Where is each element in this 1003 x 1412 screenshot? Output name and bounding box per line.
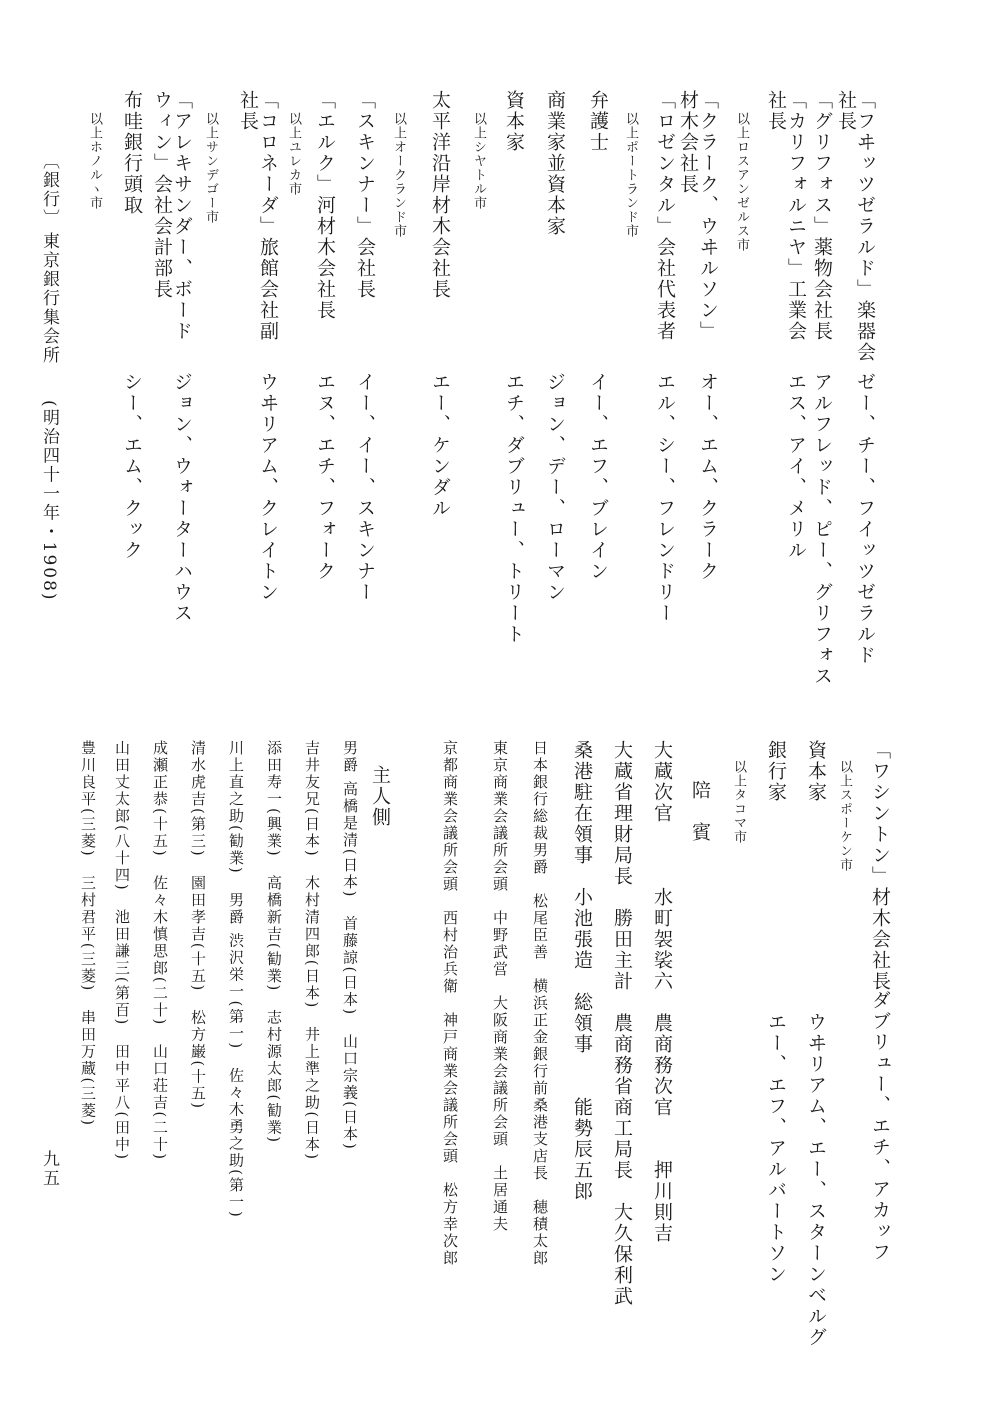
person-fork: エヌ、エチ、フォーク [314,372,336,582]
person-griffith: アルフレッド、ピー、グリフォス [811,372,833,687]
person-cook: シー、エム、クック [121,372,143,561]
city-portland: 以上ポートランド市 [623,112,638,238]
guests-heading: 陪 賓 [689,780,711,843]
org-merchant-capitalist: 商業家並資本家 [544,90,566,237]
org-california-line2: 社長 [765,90,787,132]
host-row: 清水虎吉(第三) 園田孝吉(十五) 松方巌(十五) [189,740,207,1111]
guest-row: 日本銀行総裁男爵 松尾臣善 横浜正金銀行前桑港支店長 穂積太郎 [531,740,549,1267]
footer-date: (明治四十一年・1908) [39,400,59,602]
guest-row: 桑港駐在領事 小池張造 総領事 能勢辰五郎 [571,740,593,1202]
footer-title: 東京銀行集会所 [39,232,59,365]
host-row: 川上直之助(勧業) 男爵 渋沢栄一(第一) 佐々木勇之助(第一) [227,740,245,1219]
person-friendly: エル、シー、フレンドリー [654,372,676,624]
org-pacific-lumber: 太平洋沿岸材木会社長 [429,90,451,300]
org-coronado: 「コロネーダ」旅館会社副 [257,90,279,342]
person-acuff: ダブリュー、エチ、アカッフ [869,990,891,1263]
person-sternberg: ウヰリアム、エー、スターンベルグ [805,1012,827,1348]
footer-section: 〔銀行〕 [39,152,59,228]
hosts-heading: 主人側 [369,765,391,828]
host-row: 男爵 高橋是清(日本) 首藤諒(日本) 山口宗義(日本) [341,740,359,1151]
org-capitalist: 資本家 [503,90,525,153]
org-skinner: 「スキンナー」会社長 [354,90,376,300]
org-griffith: 「グリフォス」薬物会社長 [811,90,833,342]
person-waterhouse: ジョン、ウォーターハウス [171,372,193,624]
host-row: 豊川良平(三菱) 三村君平(三菱) 串田万蔵(三菱) [79,740,97,1128]
city-tacoma: 以上タコマ市 [731,760,746,844]
person-merrill: エス、アイ、メリル [785,372,807,561]
person-treat: エチ、ダブリュー、トリート [503,372,525,645]
org-alexander: 「アレキサンダー、ボード [171,90,193,342]
person-roman: ジョン、デー、ローマン [544,372,566,603]
label-capitalist: 資本家 [805,740,827,803]
org-clark-wilson: 「クラーク、ウヰルソン」 [697,90,719,342]
host-row: 山田丈太郎(八十四) 池田謙三(第百) 田中平八(田中) [113,740,131,1162]
org-washington: 「ワシントン」材木会社長 [869,740,891,992]
page-number: 九五 [39,1150,59,1188]
city-san-diego: 以上サンデゴー市 [203,112,218,224]
person-albertson: エー、エフ、アルバートソン [765,1012,787,1285]
person-clark: オー、エム、クラーク [697,372,719,582]
city-los-angeles: 以上ロスアンゼルス市 [734,112,749,252]
guest-row: 東京商業会議所会頭 中野武営 大阪商業会議所会頭 土居通夫 [491,740,509,1233]
person-clayton: ウヰリアム、クレイトン [257,372,279,603]
host-row: 添田寿一(興業) 高橋新吉(勧業) 志村源太郎(勧業) [265,740,283,1145]
org-lawyer: 弁護士 [587,90,609,153]
person-blaine: イー、エフ、ブレイン [587,372,609,582]
city-honolulu: 以上ホノルヽ市 [87,112,102,210]
person-kendall: エー、ケンダル [429,372,451,519]
city-eureka: 以上ユレカ市 [286,112,301,196]
org-alexander-line2: ウィン」会社会計部長 [151,90,173,300]
org-coronado-line2: 社長 [237,90,259,132]
guest-row: 大蔵省理財局長 勝田主計 農商務省商工局長 大久保利武 [611,740,633,1307]
city-seattle: 以上シヤトル市 [471,112,486,210]
org-clark-wilson-line2: 材木会社長 [677,90,699,195]
org-hawaii-bank: 布哇銀行頭取 [121,90,143,216]
org-california: 「カリフォルニヤ」工業会 [785,90,807,342]
person-fitzgerald: ゼー、チー、フイッツゼラルド [854,372,876,666]
city-spokane: 以上スポーケン市 [837,760,852,872]
org-fitzgerald: 「フヰッツゼラルド」楽器会 [854,90,876,363]
host-row: 吉井友兄(日本) 木村清四郎(日本) 井上準之助(日本) [303,740,321,1162]
guest-row: 大蔵次官 水町袈裟六 農商務次官 押川則吉 [651,740,673,1244]
label-banker: 銀行家 [765,740,787,803]
org-rosenthal: 「ロゼンタル」会社代表者 [654,90,676,342]
city-oakland: 以上オークランド市 [391,112,406,238]
person-skinner: イー、イー、スキンナー [354,372,376,603]
org-elk: 「エルク」河材木会社長 [314,90,336,321]
guest-row: 京都商業会議所会頭 西村治兵衛 神戸商業会議所会頭 松方幸次郎 [441,740,459,1267]
host-row: 成瀬正恭(十五) 佐々木慎思郎(二十) 山口荘吉(二十) [151,740,169,1162]
org-fitzgerald-line2: 社長 [835,90,857,132]
